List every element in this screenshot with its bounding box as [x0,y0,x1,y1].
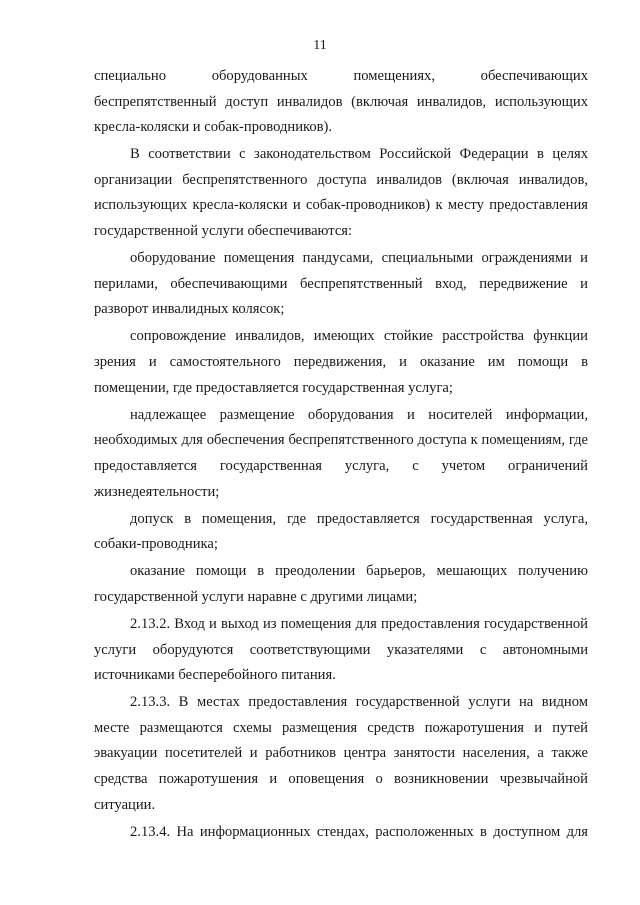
paragraph-2-13-4: 2.13.4. На информационных стендах, расположенных в доступном для [130,823,588,840]
list-item-barrier-assistance: оказание помощи в преодолении барьеров, мешающих получению государственной услуги наравне с другими лицами; [94,563,588,605]
list-item-escort: сопровождение инвалидов, имеющих стойкие расстройства функции зрения и самостоятельного передвижения, и оказание им помощи в помещении, где предоставляется государственная услуга; [94,328,588,396]
document-body [94,64,588,845]
paragraph-2-13-2: 2.13.2. Вход и выход из помещения для предоставления государственной услуги оборудуются соответствующими указателями с автономными источниками бесперебойного питания. [94,615,588,684]
list-item-ramps: оборудование помещения пандусами, специальными ограждениями и перилами, обеспечивающими беспрепятственный вход, передвижение и разворот инвалидных колясок; [94,250,588,318]
paragraph-continuation: специально оборудованных помещениях, обеспечивающих беспрепятственный доступ инвалидов (включая инвалидов, использующих кресла-коляски и собак-проводников). [94,68,588,136]
paragraph-accessibility-intro: В соответствии с законодательством Российской Федерации в целях организации беспрепятственного доступа инвалидов (включая инвалидов, использующих кресла-коляски и собак-проводников) к месту предоставления государственной услуги обеспечиваются: [94,146,588,240]
page-number: 11 [313,38,327,53]
list-item-guide-dog-access: допуск в помещения, где предоставляется государственная услуга, собаки-проводника; [94,510,588,553]
paragraph-2-13-3: 2.13.3. В местах предоставления государственной услуги на видном месте размещаются схемы размещения средств пожаротушения и путей эвакуации посетителей и работников центра занятости населения, а также средства пожаротушения и оповещения о возникновении чрезвычайной ситуации. [94,694,588,813]
list-item-equipment-placement: надлежащее размещение оборудования и носителей информации, необходимых для обеспечения беспрепятственного доступа к помещениям, где предоставляется государственная услуга, с учетом ограничений жизнедеятельности; [94,406,588,500]
